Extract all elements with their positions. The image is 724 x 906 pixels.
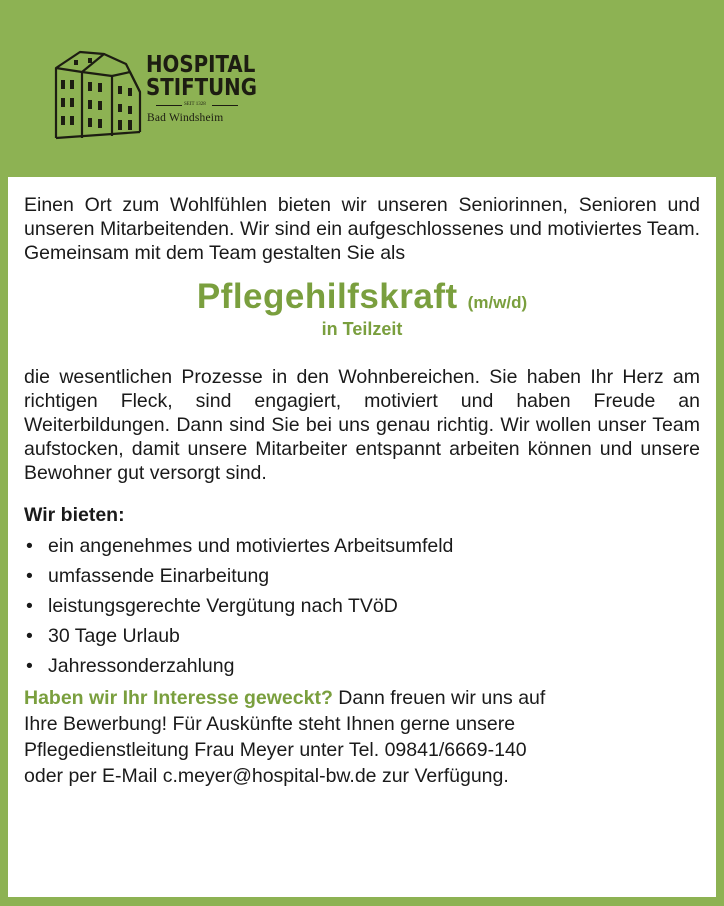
job-title-row xyxy=(24,275,700,319)
job-subtitle: in Teilzeit xyxy=(321,319,403,339)
contact-line-1 xyxy=(24,685,700,711)
contact-line-2: Ihre Bewerbung! Für Auskünfte steht Ihnen gerne unsere xyxy=(24,713,516,735)
building-icon xyxy=(52,46,144,146)
offer-text: 30 Tage Urlaub xyxy=(48,625,180,647)
offers-list xyxy=(24,531,700,681)
job-ad-content xyxy=(24,193,700,789)
job-ad-panel xyxy=(8,177,716,897)
job-title: Pflegehilfskraft xyxy=(196,277,458,316)
contact-section xyxy=(24,685,700,789)
logo-divider-left xyxy=(156,105,182,106)
bullet-icon: • xyxy=(26,535,33,557)
logo xyxy=(52,46,262,146)
list-item xyxy=(24,651,700,681)
offer-text: leistungsgerechte Vergütung nach TVöD xyxy=(48,595,398,617)
list-item xyxy=(24,561,700,591)
logo-line-1: HOSPITAL xyxy=(146,52,256,78)
contact-line-3: Pflegedienstleitung Frau Meyer unter Tel. 09841/6669-140 xyxy=(24,739,527,761)
offer-text: umfassende Einarbeitung xyxy=(48,565,270,587)
logo-since: SEIT 1328 xyxy=(184,102,206,107)
offers-heading: Wir bieten: xyxy=(24,504,125,526)
logo-place: Bad Windsheim xyxy=(147,112,224,124)
header-banner xyxy=(0,0,724,176)
list-item xyxy=(24,621,700,651)
intro-text: Einen Ort zum Wohlfühlen bieten wir unseren Seniorinnen, Senioren und unseren Mitarbeitenden. Wir sind ein aufgeschlossenes und motiviertes Team. Gemeinsam mit dem Team gestalten Sie als xyxy=(24,194,700,264)
bullet-icon: • xyxy=(26,595,33,617)
logo-divider-right xyxy=(212,105,238,106)
list-item xyxy=(24,591,700,621)
contact-highlight: Haben wir Ihr Interesse geweckt? xyxy=(24,687,333,709)
contact-line-1-rest: Dann freuen wir uns auf xyxy=(332,687,546,709)
offer-text: Jahressonderzahlung xyxy=(48,655,235,677)
bullet-icon: • xyxy=(26,655,33,677)
logo-line-2: STIFTUNG xyxy=(146,75,257,101)
description-text: die wesentlichen Prozesse in den Wohnbereichen. Sie haben Ihr Herz am richtigen Fleck, sind engagiert, motiviert und haben Freude an Weiterbildungen. Dann sind Sie bei uns genau richtig. Wir wollen unser Team aufstocken, damit unsere Mitarbeiter entspannt arbeiten können und unsere Bewohner gut versorgt sind. xyxy=(24,366,700,484)
contact-line-4: oder per E-Mail c.meyer@hospital-bw.de zur Verfügung. xyxy=(24,765,509,787)
offer-text: ein angenehmes und motiviertes Arbeitsumfeld xyxy=(48,535,454,557)
job-title-suffix: (m/w/d) xyxy=(467,293,528,312)
bullet-icon: • xyxy=(26,565,33,587)
list-item xyxy=(24,531,700,561)
bullet-icon: • xyxy=(26,625,33,647)
